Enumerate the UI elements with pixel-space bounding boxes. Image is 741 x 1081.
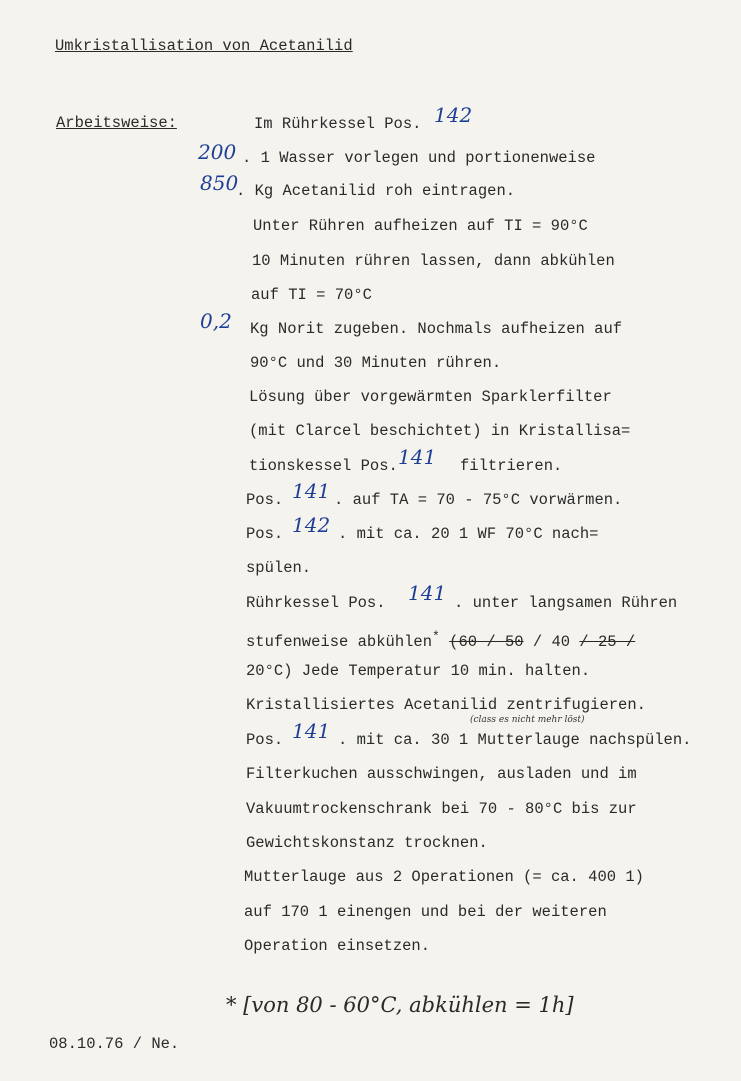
- text-line: . mit ca. 30 1 Mutterlauge nachspülen.: [338, 731, 692, 749]
- handwritten-value: 141: [292, 719, 331, 743]
- text-line: tionskessel Pos.: [249, 457, 398, 475]
- handwritten-value: 142: [434, 103, 473, 127]
- text-line: Unter Rühren aufheizen auf TI = 90°C: [253, 217, 588, 235]
- handwritten-value: 142: [292, 513, 331, 537]
- struck-text: (60 / 50: [449, 633, 524, 652]
- text-line: auf TI = 70°C: [251, 286, 372, 304]
- text-line: Operation einsetzen.: [244, 937, 431, 955]
- text-line: . unter langsamen Rühren: [454, 594, 678, 612]
- text-line: Vakuumtrockenschrank bei 70 - 80°C bis zur: [246, 800, 637, 818]
- text-line: (mit Clarcel beschichtet) in Kristallisa=: [249, 422, 631, 440]
- text-line: Im Rührkessel Pos.: [254, 115, 422, 133]
- text-line: . auf TA = 70 - 75°C vorwärmen.: [334, 491, 623, 509]
- text-line: Kristallisiertes Acetanilid zentrifugieren.: [246, 696, 646, 714]
- handwritten-value: 850: [200, 171, 239, 195]
- text-line: Filterkuchen ausschwingen, ausladen und im: [246, 765, 637, 783]
- text-line: Mutterlauge aus 2 Operationen (= ca. 400 1): [244, 868, 644, 886]
- text-line: stufenweise abkühlen* (60 / 50 / 40 / 25 /: [246, 629, 636, 652]
- text-line: filtrieren.: [460, 457, 563, 475]
- text-line: spülen.: [246, 559, 312, 577]
- handwritten-note: (class es nicht mehr löst): [470, 715, 585, 725]
- text-line: Pos.: [246, 491, 284, 509]
- text-line: 90°C und 30 Minuten rühren.: [250, 354, 502, 372]
- handwritten-value: 141: [292, 479, 331, 503]
- text-line: . Kg Acetanilid roh eintragen.: [236, 182, 516, 200]
- text-line: Pos.: [246, 731, 284, 749]
- text-line: 10 Minuten rühren lassen, dann abkühlen: [252, 252, 615, 270]
- text-line: Pos.: [246, 525, 284, 543]
- handwritten-value: 141: [398, 445, 437, 469]
- handwritten-value: 0,2: [200, 309, 232, 333]
- text-line: . 1 Wasser vorlegen und portionenweise: [242, 149, 596, 167]
- text-line: Rührkessel Pos.: [246, 594, 386, 612]
- text-line: auf 170 1 einengen und bei der weiteren: [244, 903, 607, 921]
- handwritten-value: 200: [198, 140, 237, 164]
- handwritten-footnote: * [von 80 - 60°C, abkühlen = 1h]: [226, 993, 574, 1017]
- text-line: . mit ca. 20 1 WF 70°C nach=: [338, 525, 599, 543]
- text-line: Gewichtskonstanz trocknen.: [246, 834, 488, 852]
- handwritten-value: 141: [408, 581, 447, 605]
- text-line: Lösung über vorgewärmten Sparklerfilter: [249, 388, 612, 406]
- footer-date: 08.10.76 / Ne.: [49, 1035, 180, 1053]
- section-label: Arbeitsweise:: [56, 114, 177, 132]
- text-line: 20°C) Jede Temperatur 10 min. halten.: [246, 662, 591, 680]
- text-line: Kg Norit zugeben. Nochmals aufheizen auf: [250, 320, 623, 338]
- document-title: Umkristallisation von Acetanilid: [55, 37, 353, 55]
- struck-text: / 25 /: [579, 633, 636, 652]
